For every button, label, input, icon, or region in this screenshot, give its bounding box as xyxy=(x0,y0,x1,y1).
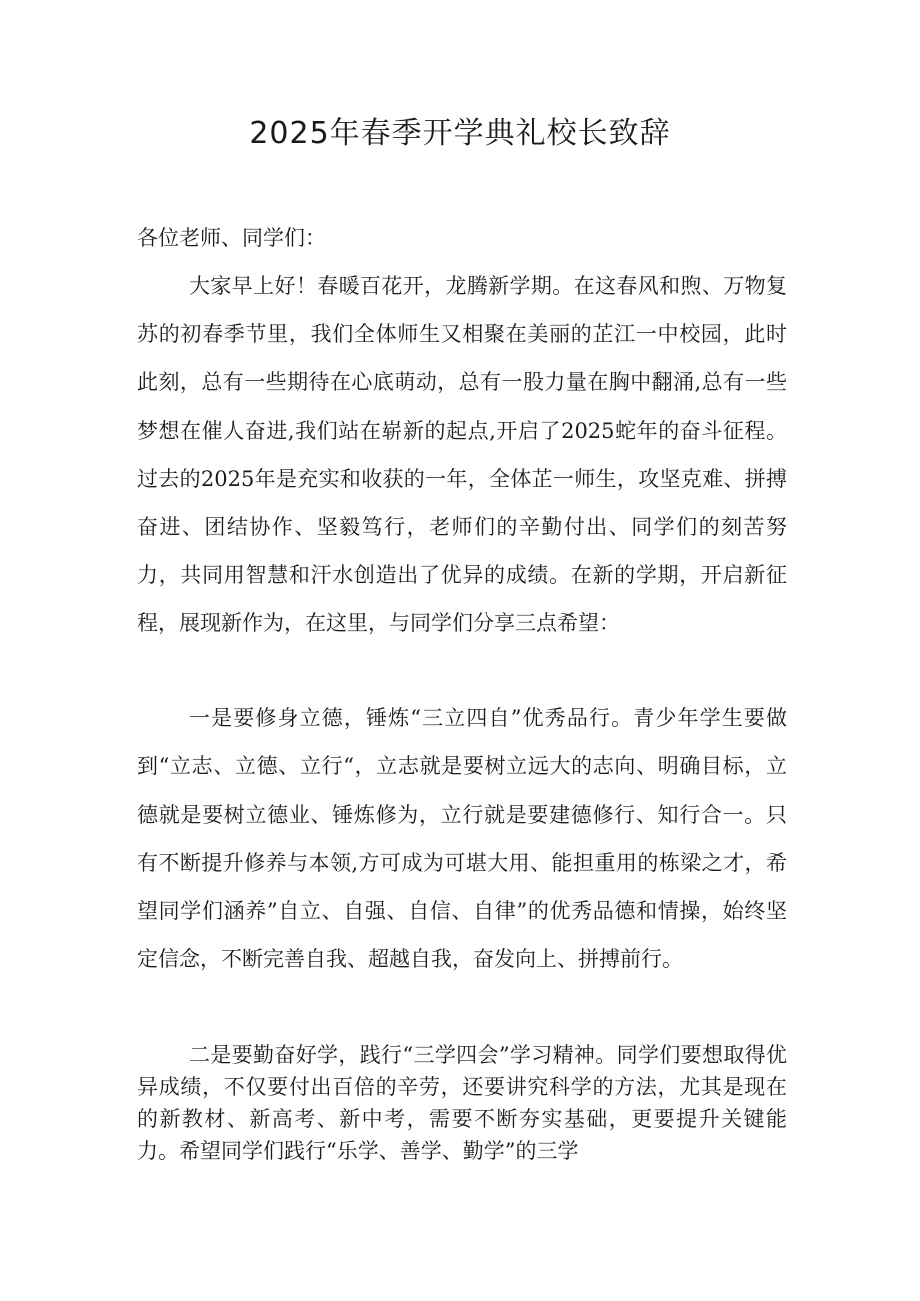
paragraph-point-one: 一是要修身立德，锤炼“三立四自”优秀品行。青少年学生要做到“立志、立德、立行“，立志就是要树立远大的志向、明确目标，立德就是要树立德业、锤炼修为，立行就是要建德修行、知行合一。只有不断提升修养与本领,方可成为可堪大用、能担重用的栋梁之才，希望同学们涵养”自立、自强、自信、自律”的优秀品德和情操，始终坚定信念，不断完善自我、超越自我，奋发向上、拼搏前行。 xyxy=(137,706,787,972)
document-title: 2025年春季开学典礼校长致辞 xyxy=(249,116,671,151)
paragraph-greeting: 大家早上好！春暖百花开，龙腾新学期。在这春风和煦、万物复苏的初春季节里，我们全体师生又相聚在美丽的芷江一中校园，此时此刻，总有一些期待在心底萌动，总有一股力量在胸中翻涌,总有一些梦想在催人奋进,我们站在崭新的起点,开启了2025蛇年的奋斗征程。过去的2025年是充实和收获的一年，全体芷一师生，攻坚克难、拼搏奋进、团结协作、坚毅笃行，老师们的辛勤付出、同学们的刻苦努力，共同用智慧和汗水创造出了优异的成绩。在新的学期，开启新征程，展现新作为，在这里，与同学们分享三点希望： xyxy=(137,274,787,636)
paragraph-point-two: 二是要勤奋好学，践行“三学四会”学习精神。同学们要想取得优异成绩，不仅要付出百倍的辛劳，还要讲究科学的方法，尤其是现在的新教材、新高考、新中考，需要不断夯实基础，更要提升关键能力。希望同学们践行“乐学、善学、勤学”的三学 xyxy=(137,1043,787,1163)
salutation: 各位老师、同学们： xyxy=(137,226,326,250)
